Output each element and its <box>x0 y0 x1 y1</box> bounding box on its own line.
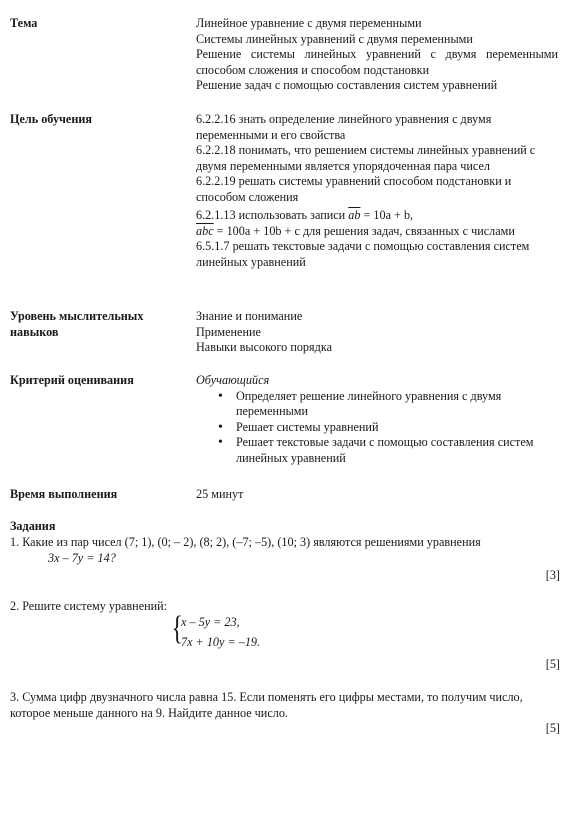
criteria-item: • Решает системы уравнений <box>196 420 558 436</box>
system-equation-2: 7x + 10y = –19. <box>181 634 261 649</box>
task-1-equation: 3x – 7y = 14? <box>48 550 116 565</box>
criteria-item: • Решает текстовые задачи с помощью составления систем линейных уравнений <box>196 435 558 466</box>
task-3-text: 3. Сумма цифр двузначного числа равна 15. Если поменять его цифры местами, то получим число, которое меньше данного на 9. Найдите данное число. <box>10 690 523 720</box>
goal-item: 6.2.2.19 решать системы уравнений способом подстановки и способом сложения <box>196 174 512 204</box>
criteria-heading: Обучающийся <box>196 373 270 387</box>
task-1-score: [3] <box>545 568 560 582</box>
criteria-label: Критерий оценивания <box>10 373 134 387</box>
goal-item: 6.5.1.7 решать текстовые задачи с помощью составления систем линейных уравнений <box>196 239 530 269</box>
tasks-heading: Задания <box>10 519 56 533</box>
time-value: 25 минут <box>196 487 244 501</box>
goal-item: 6.2.2.18 понимать, что решением системы линейных уравнений с двумя переменными является упорядоченная пара чисел <box>196 143 536 173</box>
task-3-score: [5] <box>545 721 560 735</box>
topic-line: Линейное уравнение с двумя переменными <box>196 16 422 30</box>
level-item: Знание и понимание <box>196 309 303 323</box>
topic-line: Решение системы линейных уравнений с двумя переменными способом сложения и способом подстановки <box>196 47 558 77</box>
overline-abc: $\overline{abc}$ <box>196 223 214 238</box>
time-label: Время выполнения <box>10 487 118 501</box>
topic-content <box>196 16 558 94</box>
brace-symbol: { <box>171 610 183 647</box>
equation-system <box>171 610 261 650</box>
levels-content <box>196 309 558 356</box>
goal-item-notation: 6.2.1.13 использовать записи $\overline{ab} = 10a + b$, $\overline{abc} = 100a + 10b + c$ для решения задач, связанных с числами <box>196 208 515 238</box>
topic-line: Решение задач с помощью составления систем уравнений <box>196 78 498 92</box>
task-1-text: 1. Какие из пар чисел (7; 1), (0; – 2), (8; 2), (–7; –5), (10; 3) являются решениями уравнения <box>10 535 481 549</box>
goals-label: Цель обучения <box>10 112 92 126</box>
system-equation-1: x – 5y = 23, <box>181 615 240 629</box>
levels-label: Уровень мыслительных навыков <box>10 309 144 339</box>
criteria-content <box>196 373 558 466</box>
level-item: Применение <box>196 324 261 339</box>
task-2-text: 2. Решите систему уравнений: <box>10 599 168 613</box>
criteria-list <box>196 389 558 467</box>
task-2-score: [5] <box>545 657 560 671</box>
level-item: Навыки высокого порядка <box>196 340 332 354</box>
overline-ab: $\overline{ab}$ <box>348 208 361 222</box>
topic-label: Тема <box>10 16 38 30</box>
goal-item: 6.2.2.16 знать определение линейного уравнения с двумя переменными и его свойства <box>196 112 492 142</box>
goals-content <box>196 112 558 270</box>
criteria-item: • Определяет решение линейного уравнения с двумя переменными <box>196 389 558 420</box>
task-1 <box>10 535 560 566</box>
topic-line: Системы линейных уравнений с двумя переменными <box>196 31 473 46</box>
